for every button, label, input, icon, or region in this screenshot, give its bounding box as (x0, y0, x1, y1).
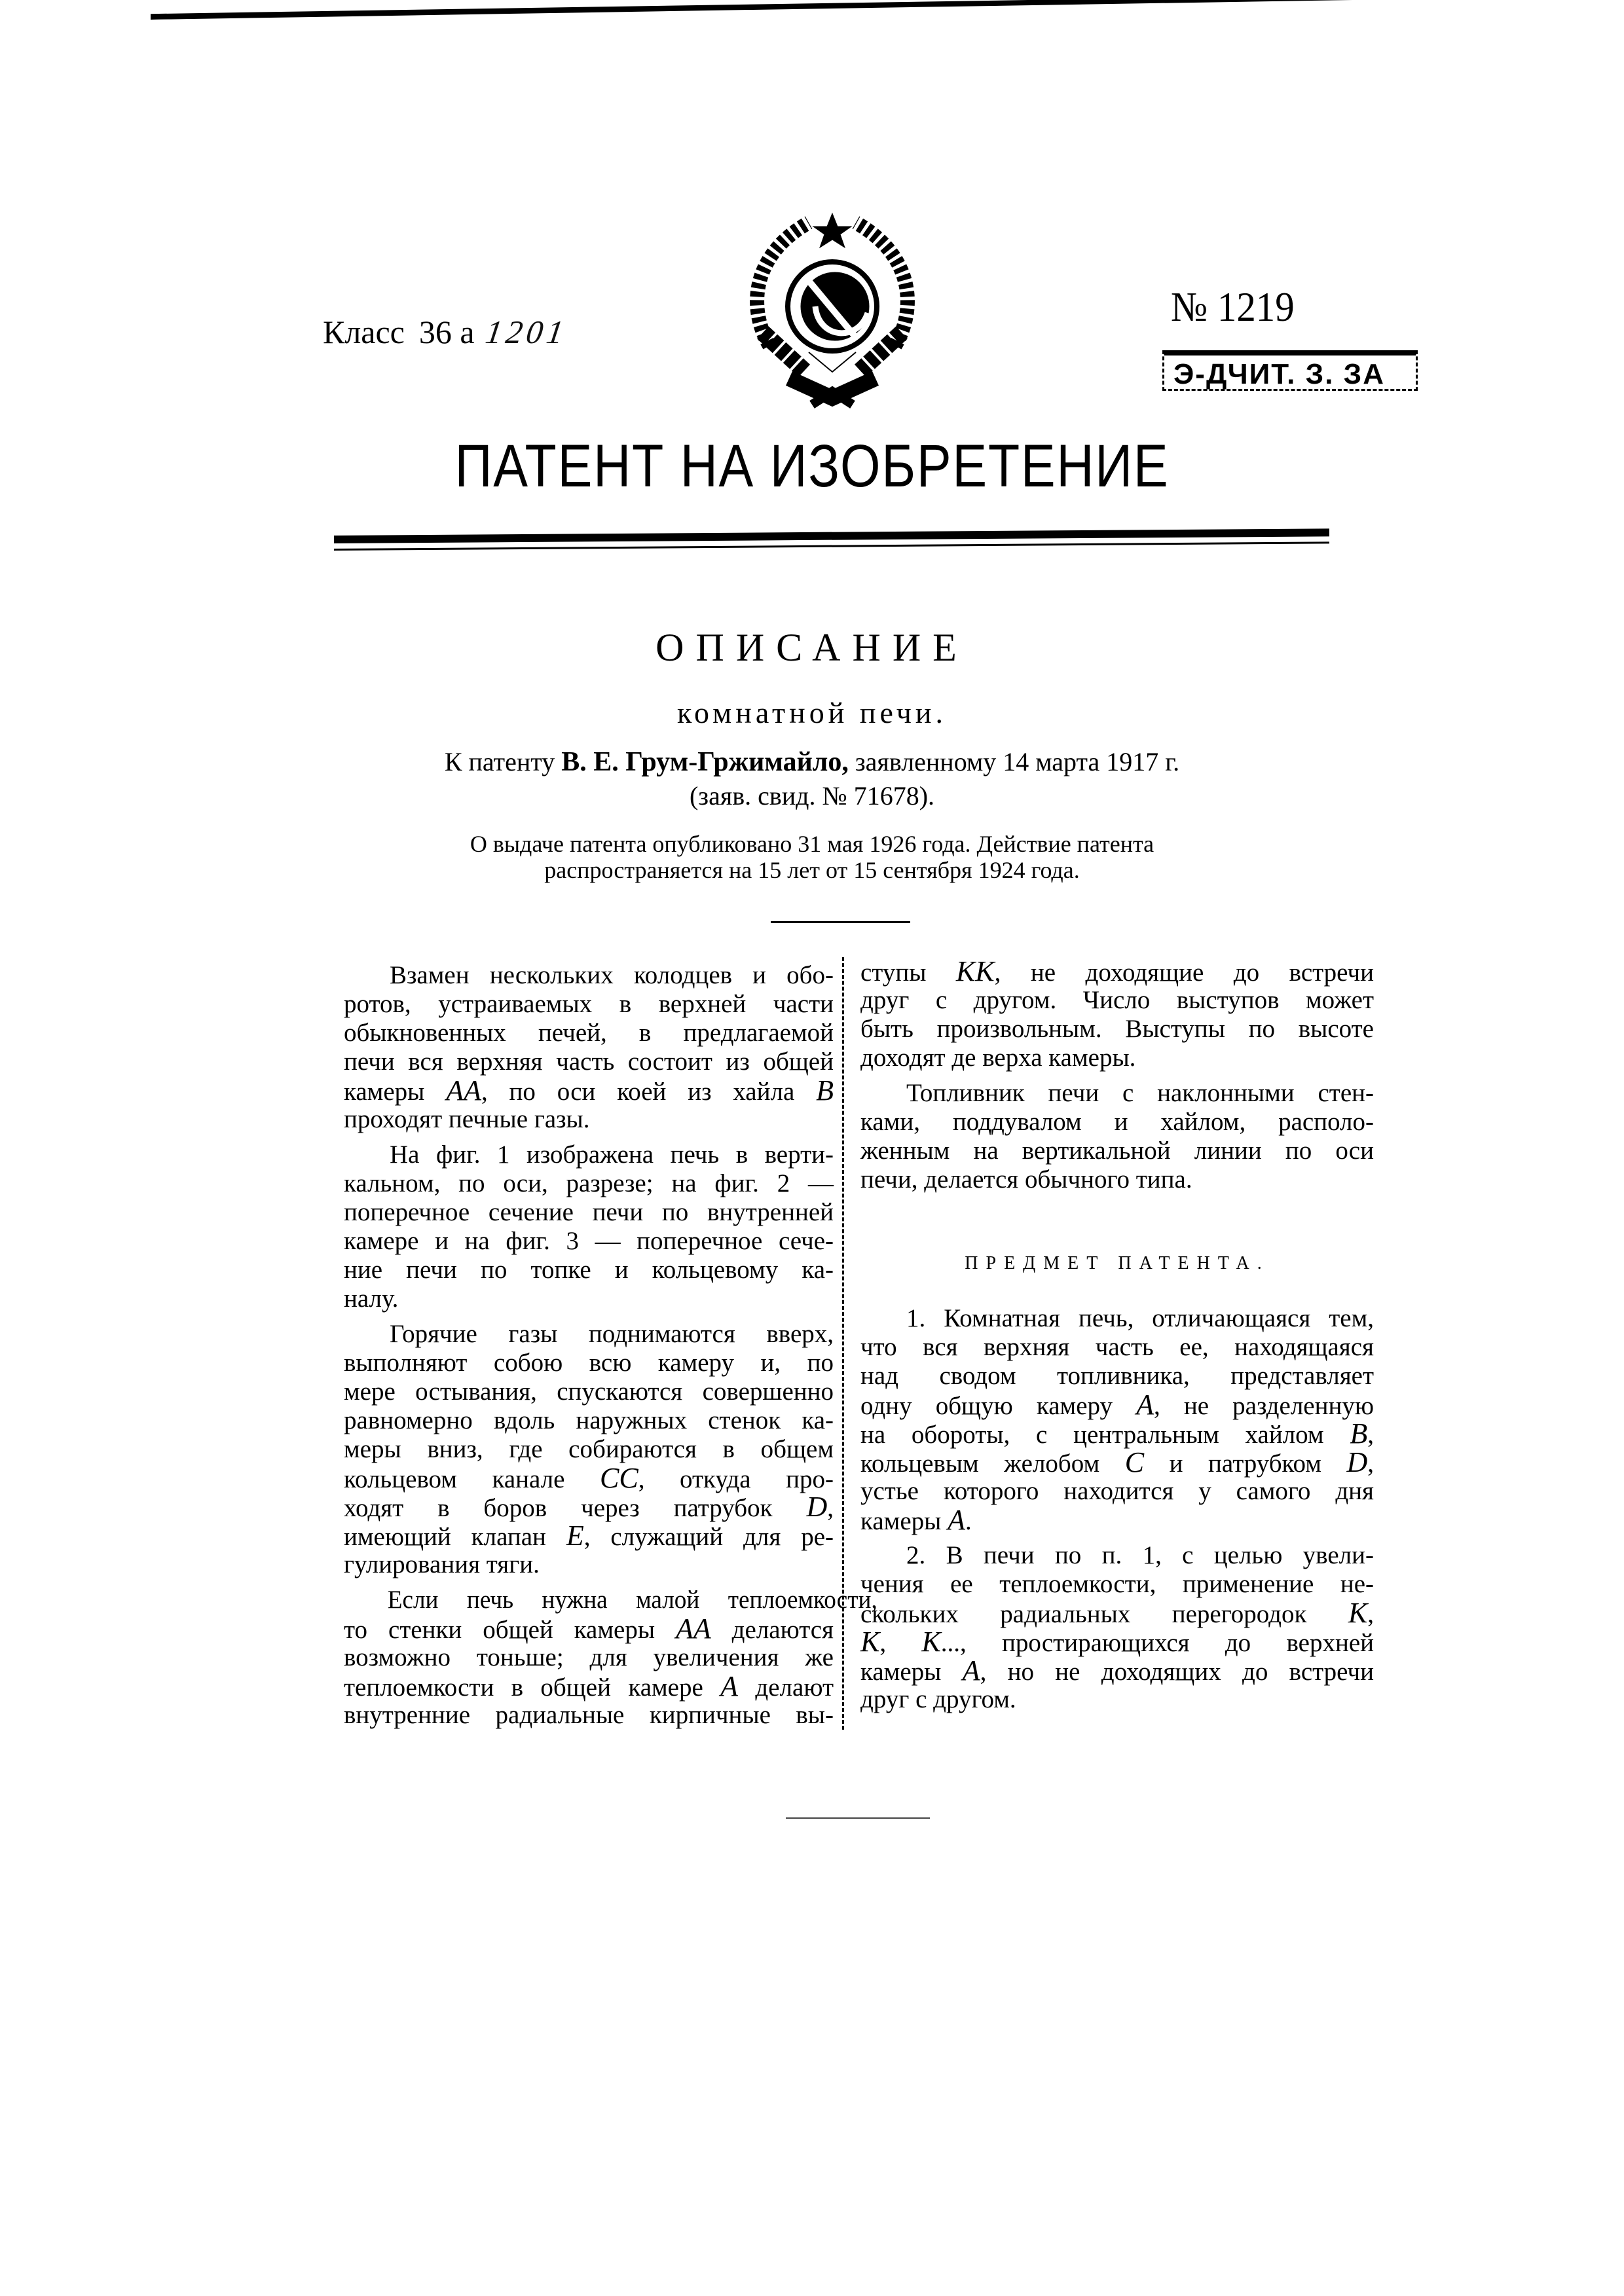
line-text: обыкновенных печей, в предлагаемой (344, 1019, 834, 1047)
paragraph-gap (860, 1535, 1374, 1541)
text-line (860, 1304, 1374, 1333)
line-text: печи, делается обычного типа. (860, 1165, 1192, 1194)
text-line (860, 1333, 1374, 1362)
text-line (860, 1599, 1374, 1628)
text-line (344, 1586, 877, 1614)
text-line (860, 1656, 1374, 1685)
patent-filing-date: заявленному 14 марта 1917 г. (855, 747, 1180, 776)
stamp-text: Э-ДЧИТ. З. ЗА (1173, 358, 1385, 390)
text-line (860, 1477, 1374, 1506)
figure-letter: A (720, 1670, 739, 1702)
text-line (344, 1320, 834, 1349)
figure-letter: A (1136, 1389, 1154, 1421)
figure-letter: AA (675, 1613, 711, 1645)
line-text: внутренние радиальные кирпичные вы- (344, 1701, 834, 1729)
line-text: камеры (860, 1507, 948, 1535)
scan-top-edge (151, 0, 1539, 20)
column-divider (842, 957, 844, 1730)
text-line (860, 957, 1374, 986)
line-text: , но не доходящих до встречи (980, 1658, 1374, 1686)
line-text: быть произвольным. Выступы по высоте (860, 1015, 1374, 1043)
line-text: , (1367, 1600, 1374, 1628)
line-text: что вся верхняя часть ее, находящаяся (860, 1333, 1374, 1361)
line-text: ками, поддувалом и хайлом, располо- (860, 1108, 1374, 1136)
text-line (344, 1256, 834, 1285)
line-text: ..., простирающихся до верхней (940, 1629, 1375, 1657)
paragraph-gap (860, 1072, 1374, 1079)
line-text: ходят в боров через патрубок (344, 1494, 807, 1522)
line-text: скольких радиальных перегородок (860, 1600, 1348, 1628)
publication-line-2: распространяется на 15 лет от 15 сентября 1924 года. (544, 857, 1080, 883)
paragraph-gap (344, 1313, 834, 1320)
figure-letter: CC (600, 1462, 638, 1494)
state-emblem-icon (743, 208, 921, 416)
class-value: 36 а (418, 314, 475, 350)
figure-letter: A (948, 1504, 966, 1536)
text-line (344, 1349, 834, 1377)
text-line (860, 1628, 1374, 1656)
line-text: камеры (344, 1078, 447, 1106)
line-text: и патрубком (1144, 1449, 1347, 1478)
library-stamp (1162, 350, 1418, 391)
line-text: делаются (710, 1616, 834, 1644)
text-line (860, 1570, 1374, 1599)
paragraph-gap (344, 1579, 834, 1586)
line-text: ние печи по топке и кольцевому ка- (344, 1256, 834, 1284)
line-text: , не разделенную (1154, 1392, 1374, 1420)
line-text: чения ее теплоемкости, применение не- (860, 1570, 1374, 1598)
line-text: , откуда про- (638, 1465, 834, 1493)
figure-letter: KK (955, 955, 995, 987)
spacer (860, 1278, 1374, 1304)
figure-letter: K (921, 1626, 941, 1658)
line-text: , (827, 1494, 834, 1522)
text-line (344, 1614, 834, 1643)
line-text: поперечное сечение печи по внутренней (344, 1198, 834, 1226)
description-subject: комнатной печи. (676, 696, 948, 729)
title-rule-thick (334, 528, 1329, 543)
header-separator (771, 921, 910, 923)
text-line (344, 1493, 834, 1522)
text-line (344, 1048, 834, 1076)
text-line (860, 1362, 1374, 1391)
line-text: делают (738, 1673, 834, 1702)
text-line (860, 1165, 1374, 1194)
line-text: мере остывания, спускаются совершенно (344, 1377, 834, 1406)
figure-letter: B (816, 1074, 834, 1106)
footer-separator (786, 1817, 930, 1819)
paragraph-gap (344, 1134, 834, 1140)
text-line (344, 1643, 834, 1672)
class-label (323, 313, 475, 351)
line-text: печи вся верхняя часть состоит из общей (344, 1048, 834, 1076)
line-text: над сводом топливника, представляет (860, 1362, 1374, 1390)
text-line (344, 990, 834, 1019)
line-text: одну общую камеру (860, 1392, 1137, 1420)
text-line (344, 1701, 834, 1730)
line-text: налу. (344, 1285, 399, 1313)
line-text: то стенки общей камеры (344, 1616, 676, 1644)
text-line (860, 1108, 1374, 1137)
line-text: , (879, 1629, 922, 1657)
title-rule-thin (334, 541, 1329, 551)
text-line (344, 1076, 834, 1105)
left-column (344, 961, 877, 1730)
line-text: кольцевом канале (344, 1465, 600, 1493)
line-text: Горячие газы поднимаются вверх, (390, 1320, 834, 1348)
text-line (344, 1522, 834, 1550)
line-text: кальном, по оси, разрезе; на фиг. 2 — (344, 1169, 834, 1197)
claims-heading: ПРЕДМЕТ ПАТЕНТА. (965, 1253, 1270, 1273)
line-text: Топливник печи с наклонными стен- (906, 1079, 1374, 1107)
handwritten-note: 1201 (483, 314, 570, 350)
line-text: камере и на фиг. 3 — поперечное сече- (344, 1227, 834, 1255)
figure-letter: D (806, 1491, 828, 1523)
right-column-body (860, 957, 1374, 1194)
text-line (860, 1015, 1374, 1044)
text-line (860, 1079, 1374, 1108)
figure-letter: C (1124, 1446, 1145, 1478)
page-title: ПАТЕНТ НА ИЗОБРЕТЕНИЕ (454, 433, 1170, 500)
line-text: , (1367, 1449, 1374, 1478)
text-line (344, 1285, 834, 1313)
text-line (860, 986, 1374, 1015)
application-number: (заяв. свид. № 71678). (689, 781, 935, 811)
line-text: 1. Комнатная печь, отличающаяся тем, (906, 1304, 1374, 1332)
text-line (344, 1550, 834, 1579)
line-text: друг с другом. (860, 1685, 1016, 1713)
line-text: кольцевым желобом (860, 1449, 1125, 1478)
line-text: выполняют собою всю камеру и, по (344, 1349, 834, 1377)
inventor-name: В. Е. Грум-Гржимайло, (561, 747, 849, 777)
text-line (860, 1419, 1374, 1448)
line-text: Взамен нескольких колодцев и обо- (390, 961, 834, 989)
line-text: На фиг. 1 изображена печь в верти- (390, 1140, 834, 1169)
line-text: ступы (860, 958, 956, 987)
text-line (860, 1541, 1374, 1570)
text-line (344, 1169, 834, 1198)
right-column (860, 957, 1374, 1714)
line-text: на обороты, с центральным хайлом (860, 1421, 1350, 1449)
text-line (344, 1406, 834, 1435)
text-line (344, 1227, 834, 1256)
text-line (860, 1506, 1374, 1535)
line-text: камеры (860, 1658, 963, 1686)
line-text: 2. В печи по п. 1, с целью увели- (906, 1541, 1374, 1569)
text-line (344, 1019, 834, 1048)
figure-letter: B (1350, 1417, 1368, 1449)
text-line (860, 1685, 1374, 1714)
text-line (344, 1377, 834, 1406)
text-line (344, 1464, 834, 1493)
figure-letter: AA (446, 1074, 481, 1106)
line-text: ротов, устраиваемых в верхней части (344, 990, 834, 1018)
line-text: . (965, 1507, 972, 1535)
text-line (860, 1137, 1374, 1165)
line-text: устье которого находится у самого дня (860, 1477, 1374, 1505)
line-text: теплоемкости в общей камере (344, 1673, 721, 1702)
patent-number: № 1219 (1171, 283, 1295, 330)
line-text: женным на вертикальной линии по оси (860, 1137, 1374, 1165)
text-line (344, 1672, 834, 1701)
figure-letter: E (566, 1520, 584, 1552)
figure-letter: K (1348, 1597, 1368, 1629)
line-text: равномерно вдоль наружных стенок ка- (344, 1406, 834, 1434)
description-heading: ОПИСАНИЕ (655, 626, 969, 669)
text-line (860, 1044, 1374, 1072)
line-text: Если печь нужна малой теплоемкости, (387, 1586, 877, 1614)
text-line (344, 1140, 834, 1169)
line-text: , (1367, 1421, 1374, 1449)
line-text: друг с другом. Число выступов может (860, 986, 1374, 1014)
line-text: проходят печные газы. (344, 1105, 590, 1133)
publication-line-1: О выдаче патента опубликовано 31 мая 1926 года. Действие патента (470, 831, 1154, 857)
text-line (344, 1198, 834, 1227)
text-line (860, 1391, 1374, 1419)
line-text: меры вниз, где собираются в общем (344, 1435, 834, 1463)
figure-letter: D (1346, 1446, 1368, 1478)
figure-letter: A (962, 1654, 980, 1686)
patent-reference (0, 746, 1624, 778)
line-text: возможно тоньше; для увеличения же (344, 1643, 834, 1671)
line-text: , не доходящие до встречи (994, 958, 1374, 987)
figure-letter: K (860, 1626, 880, 1658)
patent-prefix: К патенту (444, 747, 555, 776)
text-line (344, 1435, 834, 1464)
line-text: , служащий для ре- (583, 1523, 834, 1551)
line-text: доходят де верха камеры. (860, 1044, 1136, 1072)
text-line (344, 1105, 834, 1134)
claims-body (860, 1304, 1374, 1714)
text-line (344, 961, 834, 990)
line-text: , по оси коей из хайла (481, 1078, 817, 1106)
line-text: гулирования тяги. (344, 1550, 540, 1578)
line-text: имеющий клапан (344, 1523, 566, 1551)
spacer (860, 1194, 1374, 1249)
class-label-text: Класс (323, 314, 405, 350)
text-line (860, 1448, 1374, 1477)
